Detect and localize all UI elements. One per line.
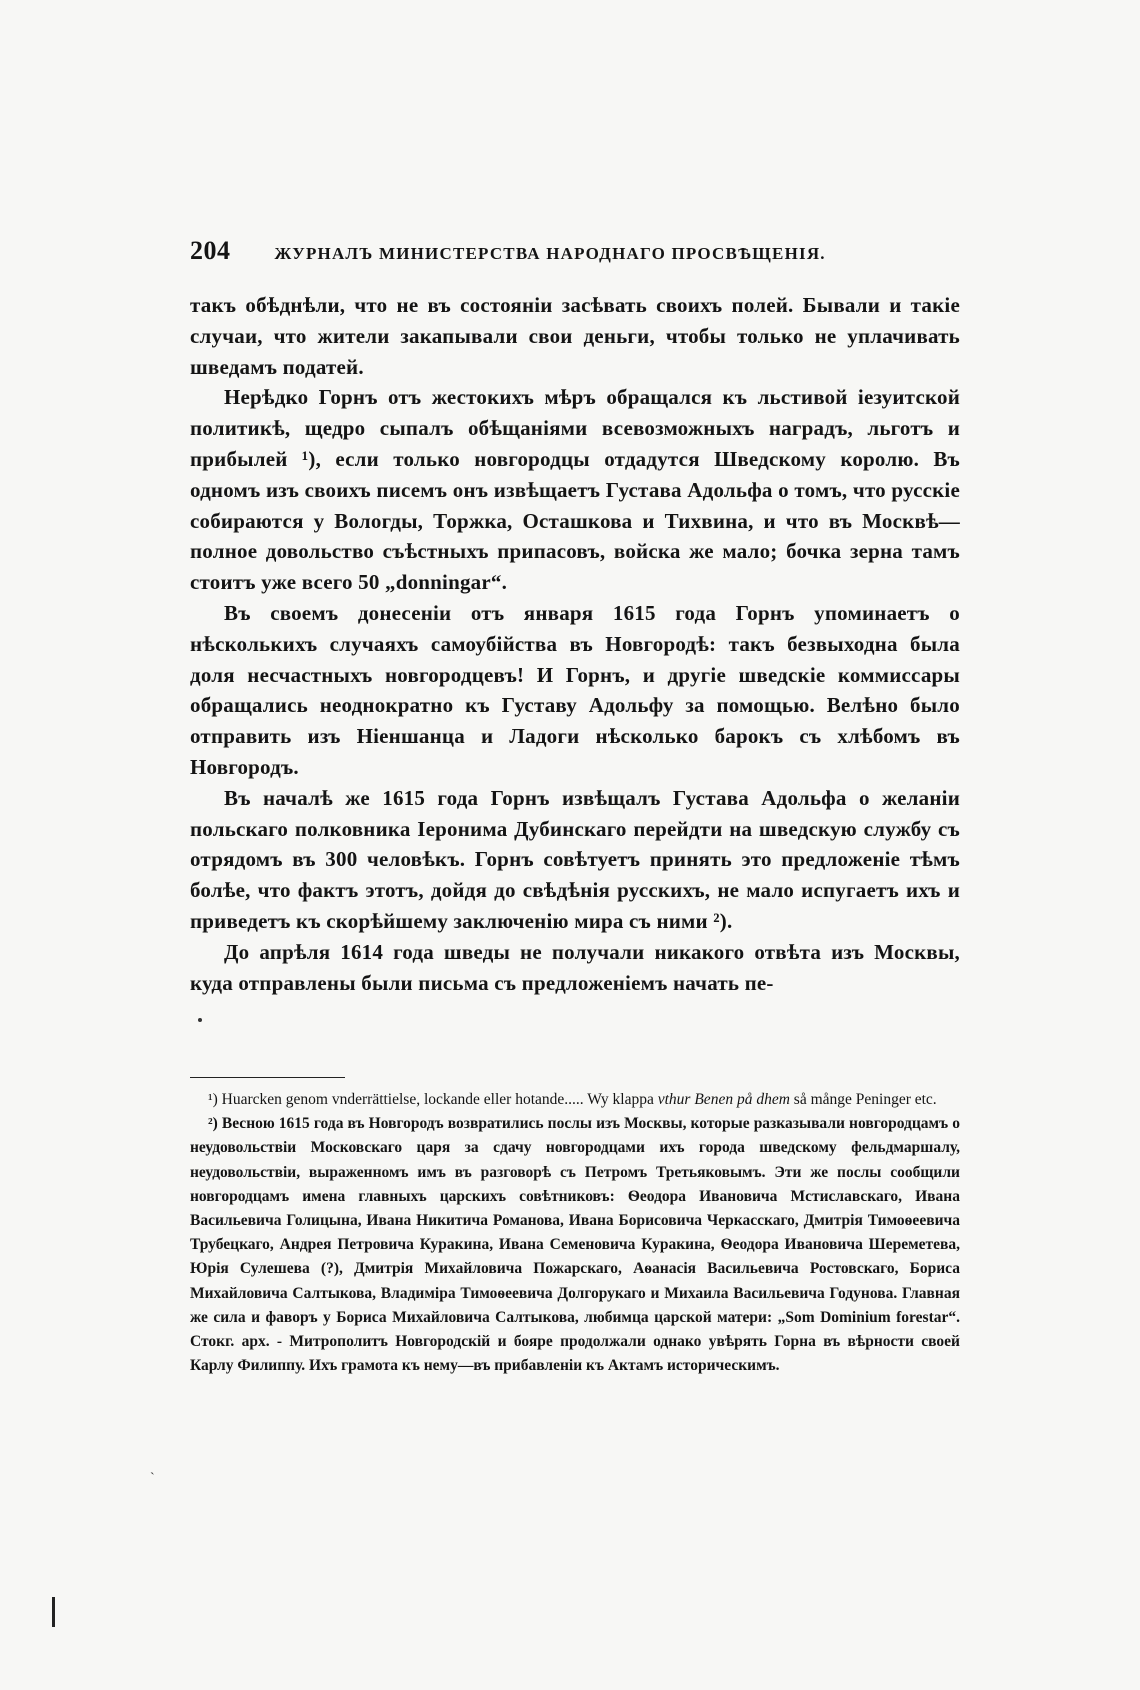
- stray-dot: [198, 1018, 202, 1022]
- paragraph: Въ началѣ же 1615 года Горнъ извѣщалъ Густава Адольфа о желаніи польскаго полковника Іеронима Дубинскаго перейдти на шведскую службу съ отрядомъ въ 300 человѣкъ. Горнъ совѣтуетъ принять это предложеніе тѣмъ болѣе, что фактъ этотъ, дойдя до свѣдѣнія русскихъ, не мало испугаетъ ихъ и приведетъ къ скорѣйшему заключенію мира съ ними ²).: [190, 785, 960, 933]
- footnote-1-italic: vthur Benen på dhem: [657, 1091, 790, 1108]
- running-title: ЖУРНАЛЪ МИНИСТЕРСТВА НАРОДНАГО ПРОСВѢЩЕНІЯ.: [274, 244, 826, 263]
- paragraph: Въ своемъ донесеніи отъ января 1615 года Горнъ упоминаетъ о нѣсколькихъ случаяхъ самоубійства въ Новгородѣ: такъ безвыходна была доля несчастныхъ новгородцевъ! И Горнъ, и другіе шведскіе коммиссары обращались неоднократно къ Густаву Адольфу за помощью. Велѣно было отправить изъ Ніеншанца и Ладоги нѣсколько барокъ съ хлѣбомъ въ Новгородъ.: [190, 600, 960, 779]
- footnote-1-text: ¹) Huarcken genom vnderrättielse, lockande eller hotande..... Wy klappa: [208, 1091, 654, 1108]
- footnote-rule: [190, 1077, 345, 1078]
- paragraph: такъ обѣднѣли, что не въ состояніи засѣвать своихъ полей. Бывали и такіе случаи, что жители закапывали свои деньги, чтобы только не уплачивать шведамъ податей.: [190, 293, 960, 379]
- page-number: 204: [190, 236, 231, 265]
- margin-mark: [52, 1597, 55, 1627]
- footnotes: [190, 1088, 960, 1378]
- paragraph: Нерѣдко Горнъ отъ жестокихъ мѣръ обращался къ льстивой іезуитской политикѣ, щедро сыпалъ обѣщаніями всевозможныхъ наградъ, льготъ и прибылей ¹), если только новгородцы отдадутся Шведскому королю. Въ одномъ изъ своихъ писемъ онъ извѣщаетъ Густава Адольфа о томъ, что русскіе собираются у Вологды, Торжка, Осташкова и Тихвина, и что въ Москвѣ—полное довольство съѣстныхъ припасовъ, войска же мало; бочка зерна тамъ стоитъ уже всего 50 „donningar“.: [190, 385, 960, 595]
- page-header: [190, 236, 960, 266]
- paragraph: До апрѣля 1614 года шведы не получали никакого отвѣта изъ Москвы, куда отправлены были письма съ предложеніемъ начать пе-: [190, 939, 960, 995]
- body-text: [190, 290, 960, 998]
- margin-tick: `: [150, 1471, 155, 1486]
- footnote-2: ²) Весною 1615 года въ Новгородъ возвратились послы изъ Москвы, которые разказывали новгородцамъ о неудовольствіи Московскаго царя за сдачу новгородцами ихъ города шведскому фельдмаршалу, неудовольствіи, выраженномъ имъ въ разговорѣ съ Петромъ Третьяковымъ. Эти же послы сообщили новгородцамъ имена главныхъ царскихъ совѣтниковъ: Ѳеодора Ивановича Мстиславскаго, Ивана Васильевича Голицына, Ивана Никитича Романова, Ивана Борисовича Черкасскаго, Дмитрія Тимоѳеевича Трубецкаго, Андрея Петровича Куракина, Ивана Семеновича Куракина, Ѳеодора Ивановича Шереметева, Юрія Сулешева (?), Дмитрія Михайловича Пожарскаго, Аѳанасія Васильевича Ростовскаго, Бориса Михайловича Салтыкова, Владиміра Тимоѳеевича Долгорукаго и Михаила Васильевича Годунова. Главная же сила и фаворъ у Бориса Михайловича Салтыкова, любимца царской матери: „Som Dominium forestar“. Стокг. арх. - Митрополитъ Новгородскій и бояре продолжали однако увѣрять Горна въ вѣрности своей Карлу Филиппу. Ихъ грамота къ нему—въ прибавленіи къ Актамъ историческимъ.: [190, 1115, 960, 1375]
- footnote-1: [190, 1088, 960, 1112]
- footnote-1-tail: så månge Peninger etc.: [793, 1091, 937, 1108]
